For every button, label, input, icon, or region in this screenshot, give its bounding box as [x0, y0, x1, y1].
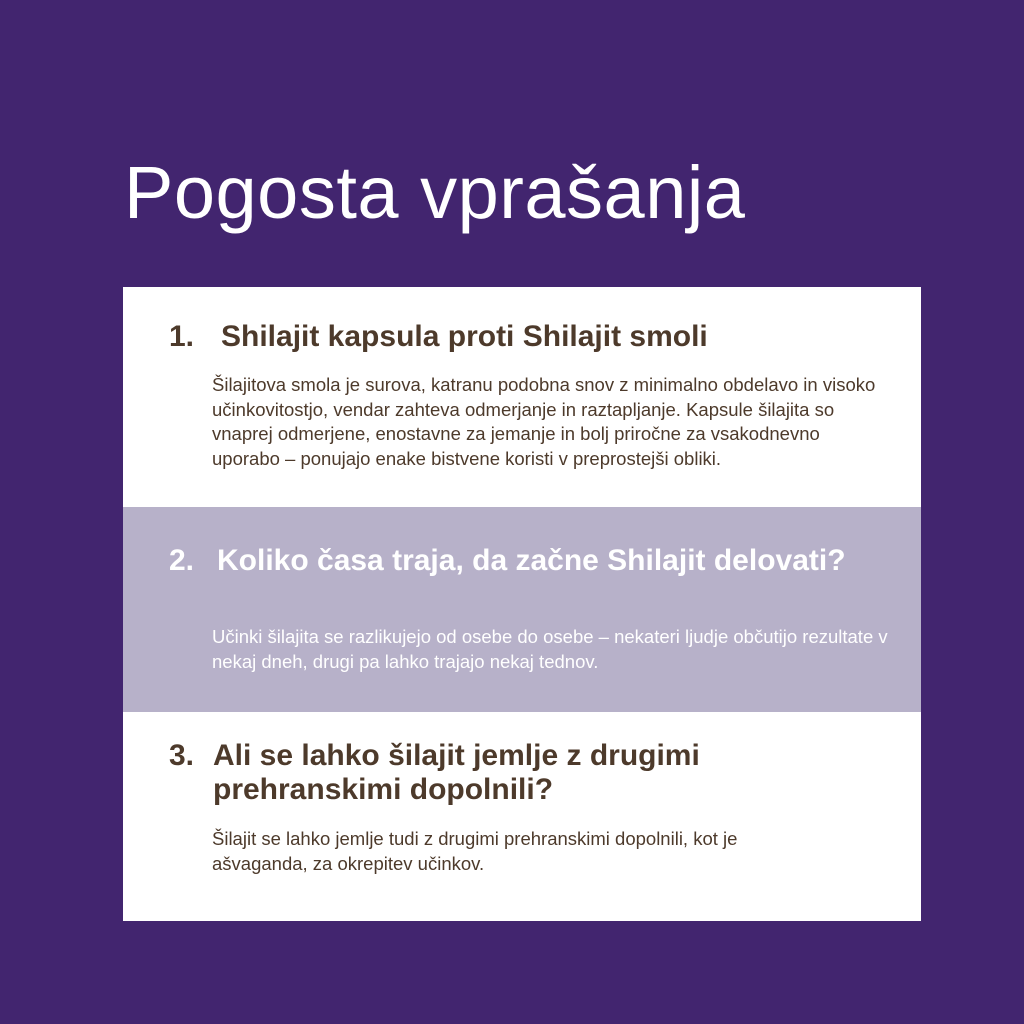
faq-question: Koliko časa traja, da začne Shilajit delovati?: [217, 544, 846, 577]
faq-answer: Šilajitova smola je surova, katranu podobna snov z minimalno obdelavo in visoko učinkovitostjo, vendar zahteva odmerjanje in raztapljanje. Kapsule šilajita so vnaprej odmerjene, enostavne za jemanje in bolj priročne za vsakodnevno uporabo – ponujajo enake bistvene koristi v preprostejši obliki.: [212, 374, 876, 469]
faq-question-row: [169, 544, 857, 578]
faq-question-row: [169, 320, 861, 354]
faq-answer: Učinki šilajita se razlikujejo od osebe do osebe – nekateri ljudje občutijo rezultate v nekaj dneh, drugi pa lahko trajajo nekaj tednov.: [212, 626, 888, 672]
page-title: Pogosta vprašanja: [124, 151, 746, 234]
faq-answer: Šilajit se lahko jemlje tudi z drugimi prehranskimi dopolnili, kot je ašvaganda, za okrepitev učinkov.: [212, 828, 738, 874]
faq-number: 2.: [169, 544, 195, 577]
faq-item-3: [123, 712, 921, 921]
faq-question-row: [169, 739, 833, 807]
faq-item-1: [123, 287, 921, 507]
faq-item-2: [123, 507, 921, 712]
faq-question: Ali se lahko šilajit jemlje z drugimi prehranskimi dopolnili?: [213, 739, 700, 806]
faq-question: Shilajit kapsula proti Shilajit smoli: [221, 320, 708, 353]
faq-number: 3.: [169, 739, 195, 772]
faq-number: 1.: [169, 320, 195, 353]
faq-card: [123, 287, 921, 921]
